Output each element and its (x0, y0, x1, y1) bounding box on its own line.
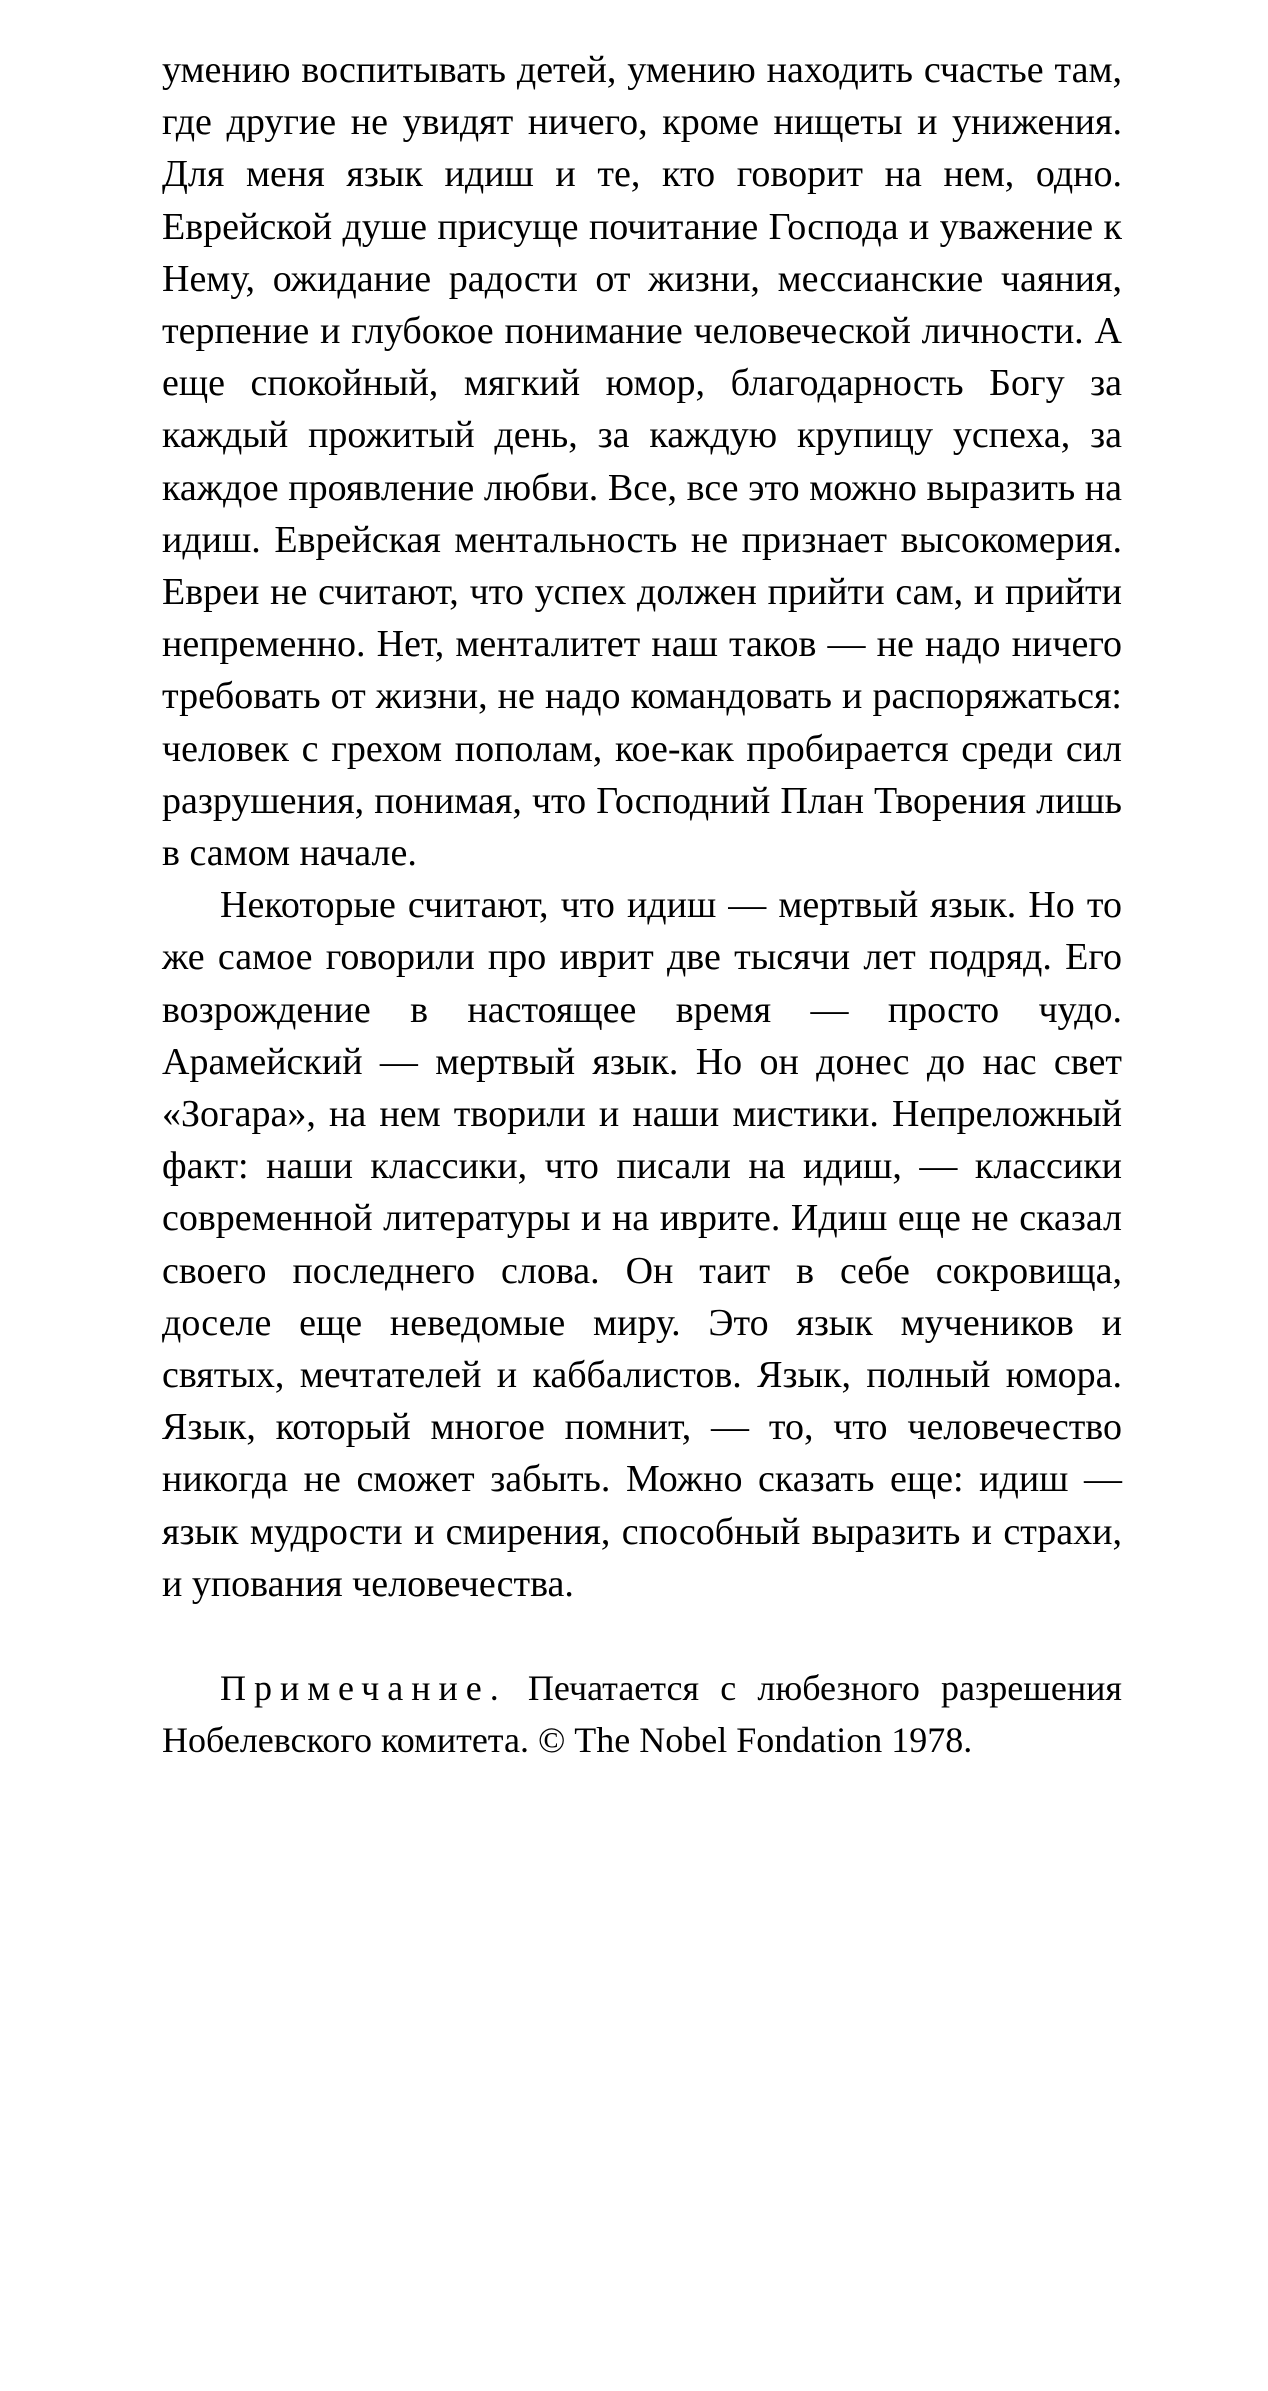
footnote (162, 1662, 1122, 1766)
paragraph-continuation: умению воспитывать детей, умению находить счастье там, где другие не увидят ничего, кроме нищеты и унижения. Для меня язык идиш и те, кто говорит на нем, одно. Еврейской душе присуще почитание Господа и уважение к Нему, ожидание радости от жизни, мессианские чаяния, терпение и глубокое понимание человеческой личности. А еще спокойный, мягкий юмор, благодарность Богу за каждый прожитый день, за каждую крупицу успеха, за каждое проявление любви. Все, все это можно выразить на идиш. Еврейская ментальность не признает высокомерия. Евреи не считают, что успех должен прийти сам, и прийти непременно. Нет, менталитет наш таков — не надо ничего требовать от жизни, не надо командовать и распоряжаться: человек с грехом пополам, кое-как пробирается среди сил разрушения, понимая, что Господний План Творения лишь в самом начале. (162, 49, 1122, 875)
page-text (162, 44, 1122, 1766)
note-label: Примечание. (220, 1668, 507, 1709)
note-text: Печатается с любезного разрешения Нобелевского комитета. © The Nobel Fondation 1978. (162, 1668, 1122, 1761)
paragraph-yiddish-not-dead: Некоторые считают, что идиш — мертвый язык. Но то же самое говорили про иврит две тысячи лет подряд. Его возрождение в настоящее время — просто чудо. Арамейский — мертвый язык. Но он донес до нас свет «Зогара», на нем творили и наши мистики. Непреложный факт: наши классики, что писали на идиш, — классики современной литературы и на иврите. Идиш еще не сказал своего последнего слова. Он таит в себе сокровища, доселе еще неведомые миру. Это язык мучеников и святых, мечтателей и каббалистов. Язык, полный юмора. Язык, который многое помнит, — то, что человечество никогда не сможет забыть. Можно сказать еще: идиш — язык мудрости и смирения, способный выразить и страхи, и упования человечества. (162, 884, 1122, 1605)
